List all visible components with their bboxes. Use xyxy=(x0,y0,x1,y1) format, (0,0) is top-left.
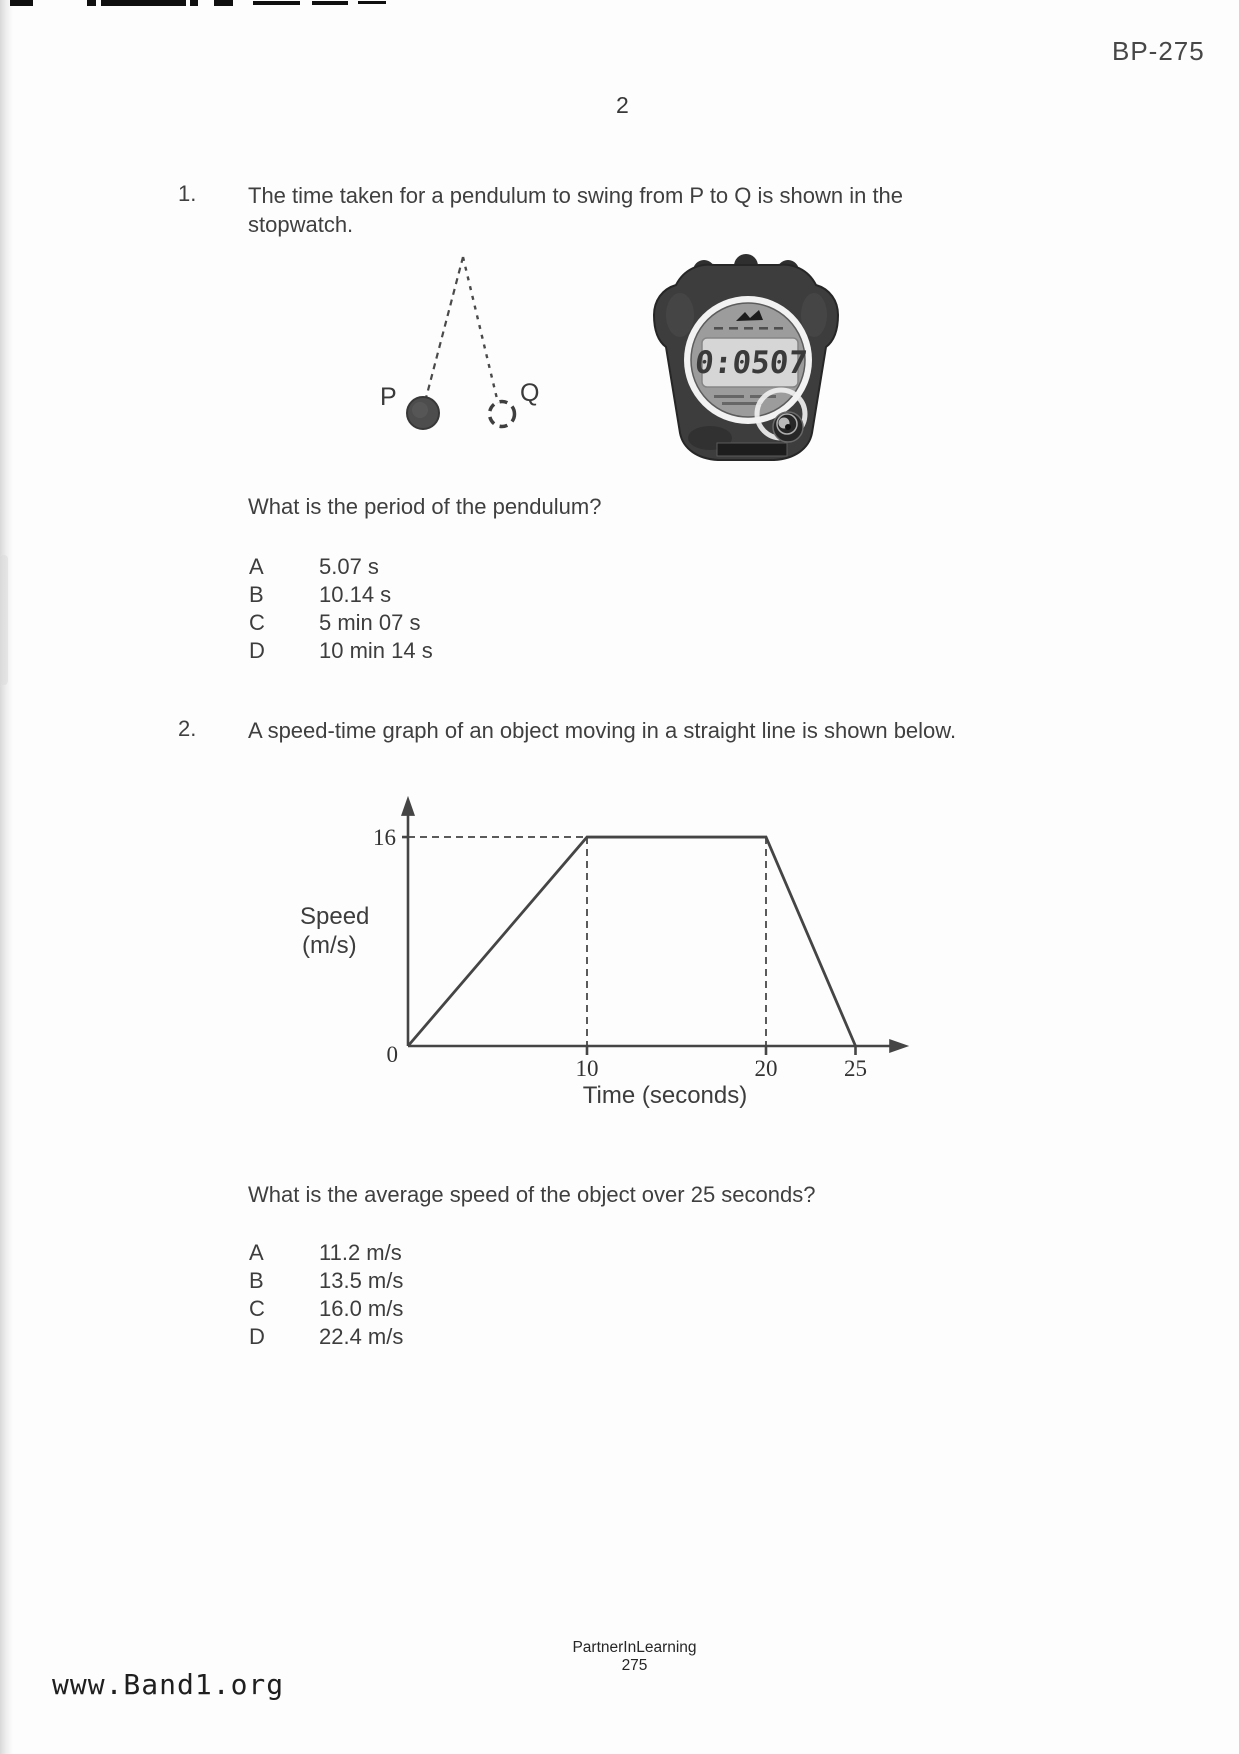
stopwatch-body-shade xyxy=(801,293,827,337)
stopwatch-body-shade xyxy=(666,293,694,337)
footer-page-ref: 275 xyxy=(621,1657,648,1674)
q1-option-b-letter: B xyxy=(249,582,264,607)
q1-option-a-letter: A xyxy=(249,554,264,579)
scan-mark xyxy=(190,0,198,6)
scan-mark xyxy=(101,0,186,6)
scan-mark xyxy=(253,1,300,5)
q1-number: 1. xyxy=(178,181,197,206)
pendulum-label-q: Q xyxy=(520,379,540,407)
scan-mark xyxy=(358,1,386,4)
x-tick-label: 25 xyxy=(844,1056,867,1081)
graph-ylabel-line2: (m/s) xyxy=(302,932,357,959)
q1-statement-line2: stopwatch. xyxy=(248,212,354,237)
q1-option-c-value: 5 min 07 s xyxy=(319,610,421,635)
stopwatch-side-button-center xyxy=(785,424,791,430)
speed-time-graph xyxy=(340,790,930,1120)
q2-option-a-value: 11.2 m/s xyxy=(319,1240,402,1265)
footer-watermark: www.Band1.org xyxy=(52,1668,285,1701)
pendulum-label-p: P xyxy=(380,383,397,411)
stopwatch-figure xyxy=(640,253,852,465)
speed-curve xyxy=(408,837,856,1046)
stopwatch-face-text xyxy=(722,402,762,405)
scan-mark xyxy=(214,0,233,6)
stopwatch-face-text xyxy=(744,327,753,330)
scan-mark xyxy=(87,0,96,6)
q2-option-b-letter: B xyxy=(249,1268,264,1293)
q2-option-c-value: 16.0 m/s xyxy=(319,1296,404,1321)
scan-mark xyxy=(10,0,33,6)
graph-ylabel-line1: Speed xyxy=(300,903,370,930)
stopwatch-face-text xyxy=(714,395,744,398)
pendulum-string-left xyxy=(426,257,463,398)
q2-option-c-letter: C xyxy=(249,1296,265,1321)
scan-edge-band xyxy=(0,0,13,1754)
pendulum-string-right xyxy=(463,257,498,403)
q2-option-a-letter: A xyxy=(249,1240,264,1265)
q1-option-c-letter: C xyxy=(249,610,265,635)
pendulum-figure xyxy=(340,240,560,440)
q2-option-b-value: 13.5 m/s xyxy=(319,1268,404,1293)
page-number: 2 xyxy=(616,92,629,118)
stopwatch-bottom-bar xyxy=(717,443,787,456)
stopwatch-face-text xyxy=(714,327,723,330)
q1-option-d-letter: D xyxy=(249,638,265,663)
q2-option-d-letter: D xyxy=(249,1324,265,1349)
q1-statement-line1: The time taken for a pendulum to swing from P to Q is shown in the xyxy=(248,183,904,208)
q2-question: What is the average speed of the object over 25 seconds? xyxy=(248,1182,816,1207)
q2-option-d-value: 22.4 m/s xyxy=(319,1324,404,1349)
pendulum-bob-highlight xyxy=(412,402,428,418)
origin-label: 0 xyxy=(386,1042,398,1067)
stopwatch-face-text xyxy=(774,327,783,330)
graph-xlabel: Time (seconds) xyxy=(582,1082,748,1109)
q2-statement: A speed-time graph of an object moving in a straight line is shown below. xyxy=(248,718,957,743)
y-axis-arrow xyxy=(401,796,415,816)
footer-partner: PartnerInLearning xyxy=(572,1639,697,1656)
x-tick-label: 10 xyxy=(575,1056,599,1081)
doc-code: BP-275 xyxy=(1112,36,1205,66)
scan-mark xyxy=(312,1,348,5)
q1-option-d-value: 10 min 14 s xyxy=(319,638,433,663)
stopwatch-face-text xyxy=(729,327,738,330)
y-tick-label: 16 xyxy=(373,825,396,851)
x-axis-arrow xyxy=(889,1039,909,1053)
stopwatch-lcd-digits: 0:0507 xyxy=(693,345,809,381)
pendulum-bob-dashed xyxy=(490,402,515,427)
q1-option-a-value: 5.07 s xyxy=(319,554,379,579)
q1-option-b-value: 10.14 s xyxy=(319,582,392,607)
stopwatch-face-text xyxy=(759,327,768,330)
scan-smudge xyxy=(0,555,8,685)
q2-number: 2. xyxy=(178,716,197,741)
q1-question: What is the period of the pendulum? xyxy=(248,494,602,519)
x-tick-label: 20 xyxy=(754,1056,778,1081)
